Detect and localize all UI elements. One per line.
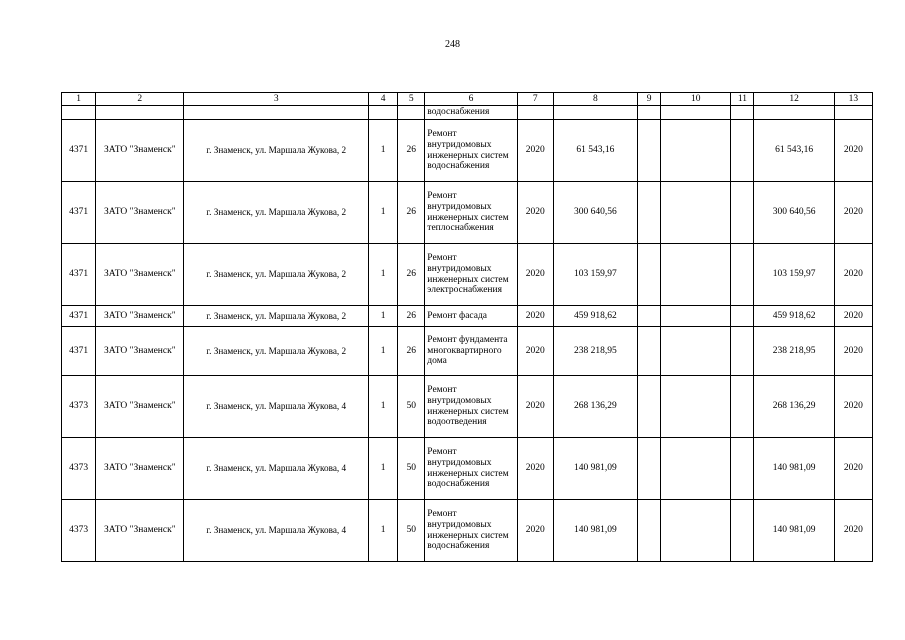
column-header: 4 [369, 93, 398, 106]
table-cell: 1 [369, 376, 398, 438]
table-cell [754, 106, 834, 120]
table-cell: 26 [398, 182, 425, 244]
table-cell [638, 306, 661, 327]
year-cell: 2020 [517, 376, 553, 438]
table-cell [661, 376, 731, 438]
year-cell: 2020 [834, 376, 872, 438]
column-header: 1 [62, 93, 96, 106]
table-cell [661, 438, 731, 500]
work-type-cell: Ремонт внутридомовых инженерных систем теплоснабжения [425, 182, 517, 244]
address-cell: г. Знаменск, ул. Маршала Жукова, 2 [184, 120, 369, 182]
table-cell: 1 [369, 120, 398, 182]
house-id-cell: 4371 [62, 327, 96, 376]
year-cell: 2020 [517, 327, 553, 376]
table-cell [731, 306, 754, 327]
total-cell: 61 543,16 [754, 120, 834, 182]
table-cell [731, 244, 754, 306]
work-type-cell: водоснабжения [425, 106, 517, 120]
address-cell: г. Знаменск, ул. Маршала Жукова, 4 [184, 376, 369, 438]
table-cell: 1 [369, 182, 398, 244]
address-cell: г. Знаменск, ул. Маршала Жукова, 4 [184, 438, 369, 500]
year-cell: 2020 [834, 182, 872, 244]
table-cell [553, 106, 637, 120]
cost-cell: 140 981,09 [553, 438, 637, 500]
table-cell [638, 500, 661, 562]
column-header: 7 [517, 93, 553, 106]
continuation-row [62, 106, 873, 120]
year-cell: 2020 [834, 438, 872, 500]
table-cell [661, 244, 731, 306]
work-type-cell: Ремонт внутридомовых инженерных систем водоснабжения [425, 120, 517, 182]
table-cell [731, 182, 754, 244]
table-cell [731, 376, 754, 438]
total-cell: 140 981,09 [754, 500, 834, 562]
table-cell [638, 120, 661, 182]
cost-cell: 268 136,29 [553, 376, 637, 438]
table-cell [638, 438, 661, 500]
total-cell: 459 918,62 [754, 306, 834, 327]
house-id-cell: 4373 [62, 376, 96, 438]
total-cell: 103 159,97 [754, 244, 834, 306]
total-cell: 140 981,09 [754, 438, 834, 500]
address-cell: г. Знаменск, ул. Маршала Жукова, 2 [184, 244, 369, 306]
house-id-cell: 4371 [62, 182, 96, 244]
work-type-cell: Ремонт внутридомовых инженерных систем электроснабжения [425, 244, 517, 306]
table-cell: 26 [398, 327, 425, 376]
table-cell: 50 [398, 438, 425, 500]
table-cell [661, 182, 731, 244]
table-cell [661, 500, 731, 562]
municipality-cell: ЗАТО "Знаменск" [96, 120, 184, 182]
table-cell: 50 [398, 500, 425, 562]
table-cell [834, 106, 872, 120]
house-id-cell: 4371 [62, 306, 96, 327]
column-header: 12 [754, 93, 834, 106]
column-header: 6 [425, 93, 517, 106]
table-cell [661, 106, 731, 120]
table-cell [517, 106, 553, 120]
column-header: 13 [834, 93, 872, 106]
column-header: 10 [661, 93, 731, 106]
work-type-cell: Ремонт внутридомовых инженерных систем водоснабжения [425, 438, 517, 500]
table-row [62, 500, 873, 562]
table-cell [638, 182, 661, 244]
table-row [62, 327, 873, 376]
table-cell [638, 376, 661, 438]
work-type-cell: Ремонт фасада [425, 306, 517, 327]
table-cell [638, 244, 661, 306]
year-cell: 2020 [517, 182, 553, 244]
column-header: 11 [731, 93, 754, 106]
work-type-cell: Ремонт фундамента многоквартирного дома [425, 327, 517, 376]
table-row [62, 120, 873, 182]
cost-cell: 238 218,95 [553, 327, 637, 376]
house-id-cell: 4371 [62, 244, 96, 306]
municipality-cell: ЗАТО "Знаменск" [96, 327, 184, 376]
table-row [62, 182, 873, 244]
table-cell: 1 [369, 438, 398, 500]
address-cell: г. Знаменск, ул. Маршала Жукова, 4 [184, 500, 369, 562]
year-cell: 2020 [517, 438, 553, 500]
table-cell: 1 [369, 244, 398, 306]
year-cell: 2020 [834, 327, 872, 376]
cost-cell: 140 981,09 [553, 500, 637, 562]
table-cell [731, 500, 754, 562]
column-header: 2 [96, 93, 184, 106]
table-cell [731, 106, 754, 120]
table-row [62, 306, 873, 327]
work-type-cell: Ремонт внутридомовых инженерных систем водоотведения [425, 376, 517, 438]
table-cell: 26 [398, 244, 425, 306]
year-cell: 2020 [834, 500, 872, 562]
column-header: 8 [553, 93, 637, 106]
table-cell: 1 [369, 500, 398, 562]
table-row [62, 438, 873, 500]
cost-cell: 459 918,62 [553, 306, 637, 327]
house-id-cell: 4371 [62, 120, 96, 182]
cost-cell: 103 159,97 [553, 244, 637, 306]
table-cell [638, 106, 661, 120]
table-cell [638, 327, 661, 376]
year-cell: 2020 [517, 244, 553, 306]
total-cell: 268 136,29 [754, 376, 834, 438]
cost-cell: 300 640,56 [553, 182, 637, 244]
total-cell: 238 218,95 [754, 327, 834, 376]
table-cell: 1 [369, 306, 398, 327]
table-row [62, 376, 873, 438]
year-cell: 2020 [517, 500, 553, 562]
municipality-cell: ЗАТО "Знаменск" [96, 306, 184, 327]
table-cell [731, 120, 754, 182]
house-id-cell: 4373 [62, 500, 96, 562]
table-cell: 1 [369, 327, 398, 376]
table-cell: 26 [398, 306, 425, 327]
cost-cell: 61 543,16 [553, 120, 637, 182]
table-cell: 50 [398, 376, 425, 438]
table-cell [369, 106, 398, 120]
table-cell: 26 [398, 120, 425, 182]
municipality-cell: ЗАТО "Знаменск" [96, 376, 184, 438]
year-cell: 2020 [517, 120, 553, 182]
year-cell: 2020 [834, 120, 872, 182]
table-cell [661, 120, 731, 182]
register-table [61, 92, 873, 562]
table-cell [661, 327, 731, 376]
table-cell [62, 106, 96, 120]
column-header: 5 [398, 93, 425, 106]
house-id-cell: 4373 [62, 438, 96, 500]
table-cell [731, 327, 754, 376]
table-row [62, 244, 873, 306]
table-cell [96, 106, 184, 120]
work-type-cell: Ремонт внутридомовых инженерных систем водоснабжения [425, 500, 517, 562]
table-cell [184, 106, 369, 120]
column-header: 3 [184, 93, 369, 106]
year-cell: 2020 [517, 306, 553, 327]
total-cell: 300 640,56 [754, 182, 834, 244]
table-cell [731, 438, 754, 500]
address-cell: г. Знаменск, ул. Маршала Жукова, 2 [184, 182, 369, 244]
year-cell: 2020 [834, 244, 872, 306]
column-header: 9 [638, 93, 661, 106]
address-cell: г. Знаменск, ул. Маршала Жукова, 2 [184, 327, 369, 376]
municipality-cell: ЗАТО "Знаменск" [96, 500, 184, 562]
table-cell [398, 106, 425, 120]
address-cell: г. Знаменск, ул. Маршала Жукова, 2 [184, 306, 369, 327]
year-cell: 2020 [834, 306, 872, 327]
column-number-row [62, 93, 873, 106]
table-cell [661, 306, 731, 327]
page-number: 248 [445, 39, 460, 50]
municipality-cell: ЗАТО "Знаменск" [96, 438, 184, 500]
municipality-cell: ЗАТО "Знаменск" [96, 182, 184, 244]
municipality-cell: ЗАТО "Знаменск" [96, 244, 184, 306]
